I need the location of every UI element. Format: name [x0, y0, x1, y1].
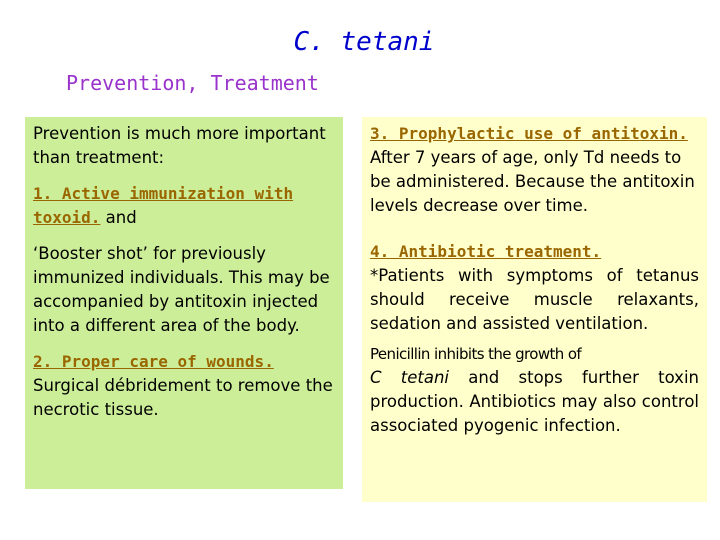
prevention-panel: [25, 117, 343, 489]
muscle-relaxant-text: *Patients with symptoms of tetanus should receive muscle relaxants, sedation and assisted ventilation.: [370, 266, 699, 333]
treatment-panel: [362, 117, 707, 502]
organism-name: C tetani: [370, 368, 449, 387]
antitoxin-label: 3. Prophylactic use of antitoxin.: [370, 124, 688, 143]
wound-care-label: 2. Proper care of wounds.: [33, 352, 274, 371]
booster-shot-text: ‘Booster shot’ for previously immunized individuals. This may be accompanied by antitoxin injected into a different area of the body.: [33, 244, 330, 335]
penicillin-rest: and stops further toxin production. Antibiotics may also control associated pyogenic infection.: [370, 368, 699, 435]
slide-subtitle: Prevention, Treatment: [66, 71, 319, 95]
antibiotic-label: 4. Antibiotic treatment.: [370, 242, 602, 261]
antitoxin-text: After 7 years of age, only Td needs to be administered. Because the antitoxin levels decrease over time.: [370, 148, 695, 215]
antitoxin-heading: [370, 122, 699, 146]
active-immunization-trailing: and: [100, 208, 137, 227]
slide-title: C. tetani: [293, 27, 435, 57]
debridement-text: Surgical débridement to remove the necrotic tissue.: [33, 376, 333, 419]
penicillin-lead: Penicillin inhibits the growth of: [370, 345, 582, 363]
wound-care-heading: [33, 350, 339, 374]
penicillin-text: [370, 342, 699, 438]
active-immunization-label: 1. Active immunization with toxoid.: [33, 184, 294, 227]
active-immunization-heading: [33, 182, 339, 230]
antibiotic-heading: [370, 240, 699, 264]
intro-text: Prevention is much more important than treatment:: [33, 124, 326, 167]
